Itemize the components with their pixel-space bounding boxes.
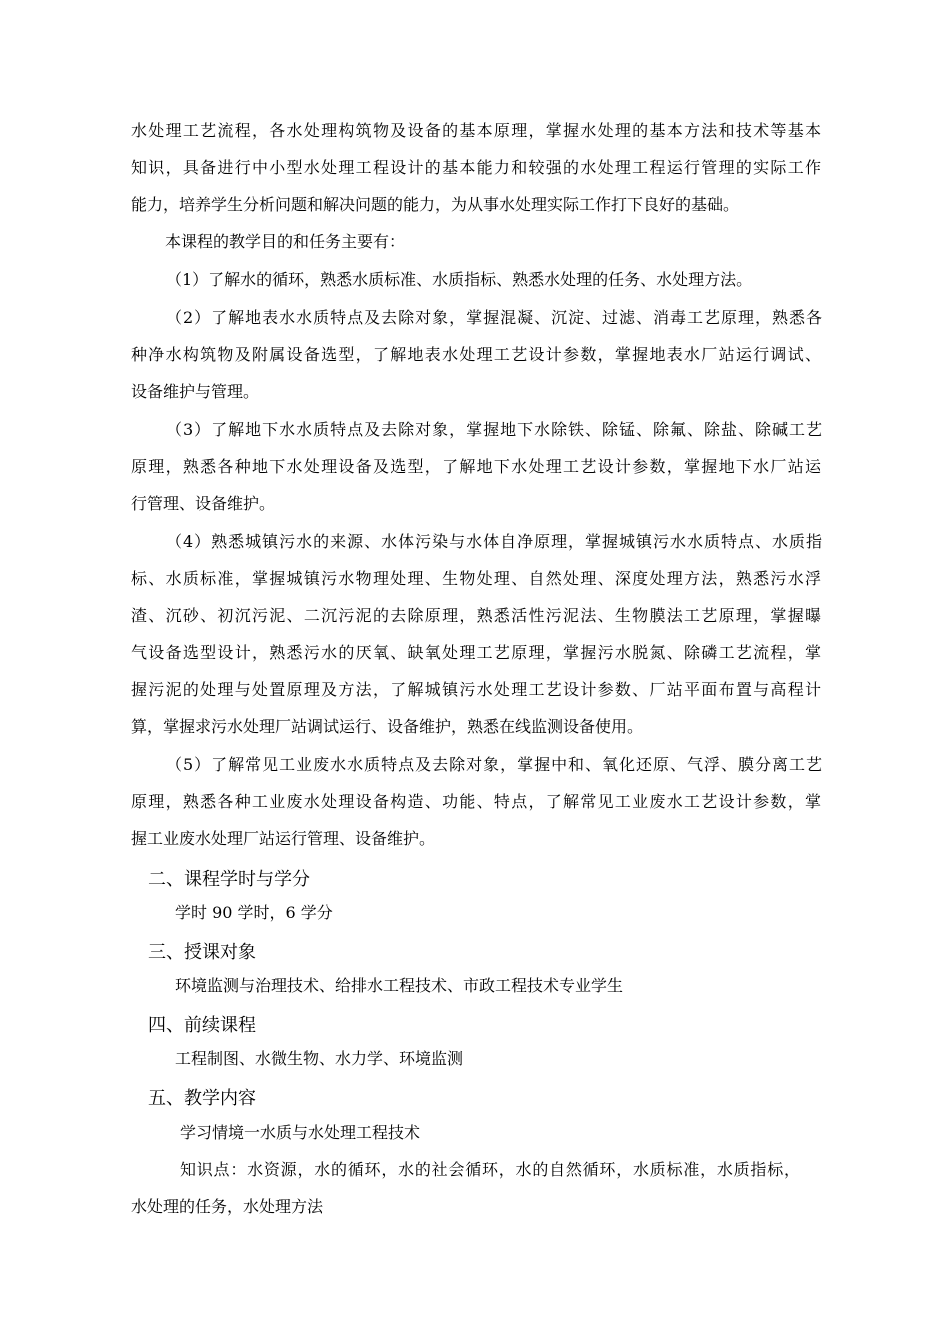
objective-4-line: 标、水质标准，掌握城镇污水物理处理、生物处理、自然处理、深度处理方法，熟悉污水浮 [131,569,821,588]
intro-line: 能力，培养学生分析问题和解决问题的能力，为从事水处理实际工作打下良好的基础。 [131,195,740,214]
objective-5-line: （5）了解常见工业废水水质特点及去除对象，掌握中和、氧化还原、气浮、膜分离工艺 [166,755,822,774]
intro-line: 知识，具备进行中小型水处理工程设计的基本能力和较强的水处理工程运行管理的实际工作 [131,158,821,177]
section-body-audience: 环境监测与治理技术、给排水工程技术、市政工程技术专业学生 [175,976,624,995]
objective-4-line: 渣、沉砂、初沉污泥、二沉污泥的去除原理，熟悉活性污泥法、生物膜法工艺原理，掌握曝 [131,606,821,625]
objective-2-line: （2）了解地表水水质特点及去除对象，掌握混凝、沉淀、过滤、消毒工艺原理，熟悉各 [166,308,822,327]
objective-3-line: 行管理、设备维护。 [131,494,276,513]
knowledge-line: 知识点：水资源，水的循环，水的社会循环，水的自然循环，水质标准，水质指标， [180,1160,800,1179]
section-heading-audience: 三、授课对象 [148,942,256,963]
objective-4-line: 算，掌握求污水处理厂站调试运行、设备维护，熟悉在线监测设备使用。 [131,717,644,736]
knowledge-line: 水处理的任务，水处理方法 [131,1197,324,1216]
section-heading-content: 五、教学内容 [148,1088,256,1109]
section-body-prerequisites: 工程制图、水微生物、水力学、环境监测 [175,1049,464,1068]
section-heading-hours: 二、课程学时与学分 [148,869,310,890]
objective-3-line: （3）了解地下水水质特点及去除对象，掌握地下水除铁、除锰、除氟、除盐、除碱工艺 [166,420,822,439]
section-body-content: 学习情境一水质与水处理工程技术 [180,1123,421,1142]
objective-5-line: 握工业废水处理厂站运行管理、设备维护。 [131,829,436,848]
objective-4-line: 握污泥的处理与处置原理及方法，了解城镇污水处理工艺设计参数、厂站平面布置与高程计 [131,680,821,699]
section-heading-prerequisites: 四、前续课程 [148,1015,256,1036]
objective-2-line: 种净水构筑物及附属设备选型，了解地表水处理工艺设计参数，掌握地表水厂站运行调试、 [131,345,821,364]
objective-3-line: 原理，熟悉各种地下水处理设备及选型，了解地下水处理工艺设计参数，掌握地下水厂站运 [131,457,821,476]
section-body-hours: 学时 90 学时，6 学分 [175,903,333,922]
objective-5-line: 原理，熟悉各种工业废水处理设备构造、功能、特点，了解常见工业废水工艺设计参数，掌 [131,792,821,811]
objective-4-line: （4）熟悉城镇污水的来源、水体污染与水体自净原理，掌握城镇污水水质特点、水质指 [166,532,822,551]
objective-1-line: （1）了解水的循环，熟悉水质标准、水质指标、熟悉水处理的任务、水处理方法。 [166,270,753,289]
objectives-title: 本课程的教学目的和任务主要有： [165,232,406,251]
objective-4-line: 气设备选型设计，熟悉污水的厌氧、缺氧处理工艺原理，掌握污水脱氮、除磷工艺流程，掌 [131,643,821,662]
intro-line: 水处理工艺流程，各水处理构筑物及设备的基本原理，掌握水处理的基本方法和技术等基本 [131,121,821,140]
objective-2-line: 设备维护与管理。 [131,382,260,401]
